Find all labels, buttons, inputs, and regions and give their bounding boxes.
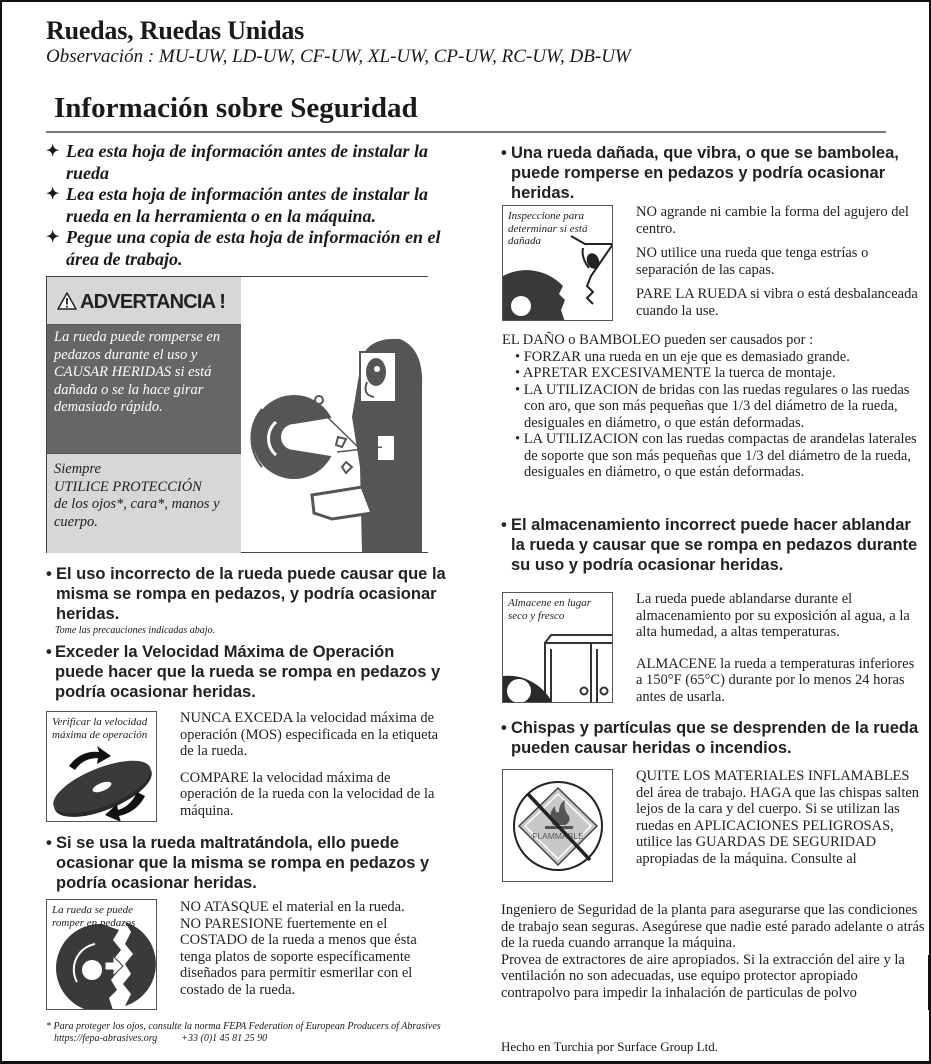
- four-point-star-icon: ✦: [46, 143, 60, 160]
- damage-causes: EL DAÑO o BAMBOLEO pueden ser causados por : • FORZAR una rueda en un eje que es demasiado grande. • APRETAR EXCESIVAMENTE la tuerca de montaje. • LA UTILIZACION de bridas con las ruedas regulares o las ruedas con aro, que son más pequeñas que 1/3 del diámetro de la rueda, desiguales en diámetro, o que están deformadas. • LA UTILIZACION con las ruedas compactas de arandelas laterales de soporte que son más pequeñas que 1/3 del diámetro de la rueda, desiguales en diámetro, o que están deformadas.: [502, 332, 922, 481]
- fepa-link[interactable]: https://fepa-abrasives.org: [54, 1033, 158, 1044]
- warning-header: ADVERTANCIA !: [47, 277, 241, 325]
- damaged-wheel-heading: • Una rueda dañada, que vibra, o que se bambolea, puede romperse en pedazos y podría ocasionar heridas.: [501, 144, 899, 202]
- storage-figure: Almacene en lugar seco y fresco: [502, 592, 613, 703]
- sparks-heading: • Chispas y partículas que se desprenden de la rueda pueden causar heridas o incendios.: [501, 719, 919, 757]
- warning-triangle-icon: [57, 292, 77, 310]
- protection-text: Siempre UTILICE PROTECCIÓN de los ojos*, cara*, manos y cuerpo.: [47, 453, 241, 553]
- manufacturer-note: Hecho en Turchia por Surface Group Ltd.: [501, 1039, 718, 1054]
- intro-item: ✦ Lea esta hoja de información antes de instalar la rueda en la herramienta o en la máquina.: [46, 184, 429, 226]
- storage-instructions: La rueda puede ablandarse durante el almacenamiento por su exposición al agua, a la alta humedad, a altas temperaturas. ALMACENE la rueda a temperaturas inferiores a 150°F (65°C) durante por lo menos 24 horas antes de usarla.: [636, 591, 915, 705]
- edge-line: [928, 955, 929, 1010]
- intro-list: [46, 141, 466, 270]
- section-heading: Información sobre Seguridad: [54, 92, 418, 124]
- four-point-star-icon: ✦: [46, 229, 60, 246]
- sparks-instructions-a: QUITE LOS MATERIALES INFLAMABLES del área de trabajo. HAGA que las chispas salten lejos de la cara y del cuerpo. Si se utilizan las ruedas en APLICACIONES PELIGROSAS, utilice las GUARDAS DE SEGURIDAD apropiadas de la máquina. Consulte al: [636, 768, 920, 867]
- cause-item: • APRETAR EXCESIVAMENTE la tuerca de montaje.: [515, 365, 836, 381]
- cause-item: • LA UTILIZACION con las ruedas compactas de arandelas laterales de soporte que son más pequeñas que 1/3 del diámetro de la rueda, desiguales en diámetro, o que están deformadas.: [515, 431, 917, 480]
- danger-text: La rueda puede romperse en pedazos durante el uso y CAUSAR HERIDAS si está dañada o se la hace girar demasiado rápido.: [47, 325, 241, 453]
- no-flammable-icon: [503, 770, 613, 882]
- heading-divider: [46, 131, 886, 133]
- no-flammables-figure: [502, 769, 613, 882]
- cause-item: • FORZAR una rueda en un eje que es demasiado grande.: [515, 348, 850, 365]
- document-title: Ruedas, Ruedas Unidas: [46, 16, 305, 45]
- footnote: * Para proteger los ojos, consulte la norma FEPA Federation of European Producers of Abrasives https://fepa-abrasives.org +33 (0)1 45 81 25 90: [46, 1021, 441, 1044]
- damaged-wheel-instructions: NO agrande ni cambie la forma del agujero del centro. NO utilice una rueda que tenga estrías o separación de las capas. PARE LA RUEDA si vibra o está desbalanceada cuando la use.: [636, 204, 918, 319]
- misuse-heading: • El uso incorrecto de la rueda puede causar que la misma se rompa en pedazos, y podría ocasionar heridas.: [46, 565, 446, 623]
- speed-check-figure: Verificar la velocidad máxima de operación: [46, 711, 157, 822]
- speed-heading: • Exceder la Velocidad Máxima de Operación puede hacer que la rueda se rompa en pedazos y podría ocasionar heridas.: [46, 643, 441, 701]
- abuse-instructions: NO ATASQUE el material en la rueda. NO PARESIONE fuertemente en el COSTADO de la rueda a menos que ésta tenga platos de soporte específicamente diseñados para permitir esmerilar con el costado de la rueda.: [180, 899, 417, 998]
- four-point-star-icon: ✦: [46, 186, 60, 203]
- breakage-figure: La rueda se puede romper en pedazos: [46, 899, 157, 1010]
- observation-models: Observación : MU-UW, LD-UW, CF-UW, XL-UW, CP-UW, RC-UW, DB-UW: [46, 46, 631, 67]
- precaution-note: Tome las precauciones indicadas abajo.: [55, 625, 216, 636]
- fepa-phone: +33 (0)1 45 81 25 90: [181, 1033, 268, 1044]
- intro-item: ✦ Pegue una copia de esta hoja de información en el área de trabajo.: [46, 227, 441, 269]
- protective-gear-illustration: [242, 277, 428, 552]
- sparks-instructions-b: Ingeniero de Seguridad de la planta para asegurarse que las condiciones de trabajo sean seguras. Asegúrese que nadie esté parado adelante o atrás de la rueda cuando arranque la máquina. Provea de extractores de aire apropiados. Si la extracción del aire y la ventilación no son adecuadas, use equipo protector apropiado contrapolvo para impedir la inhalación de particulas de polvo: [501, 902, 925, 1001]
- intro-item: ✦ Lea esta hoja de información antes de instalar la rueda: [46, 141, 429, 183]
- inspection-figure: Inspeccione para determinar si está dañada: [502, 205, 613, 321]
- abuse-heading: • Si se usa la rueda maltratándola, ello puede ocasionar que la misma se rompa en pedazos y podría ocasionar heridas.: [46, 834, 430, 892]
- storage-heading: • El almacenamiento incorrect puede hacer ablandar la rueda y causar que se rompa en pedazos durante su uso y podría ocasionar heridas.: [501, 516, 918, 574]
- speed-instructions: NUNCA EXCEDA la velocidad máxima de operación (MOS) especificada en la etiqueta de la rueda. COMPARE la velocidad máxima de operación de la rueda con la velocidad de la máquina.: [180, 710, 439, 819]
- flammable-label: FLAMMABLE: [532, 831, 584, 841]
- warning-panel: [46, 276, 428, 553]
- cause-item: • LA UTILIZACION de bridas con las ruedas regulares o las ruedas con aro, que son más pequeñas que 1/3 del diámetro de la rueda, desiguales en diámetro, o que están deformadas.: [515, 381, 910, 431]
